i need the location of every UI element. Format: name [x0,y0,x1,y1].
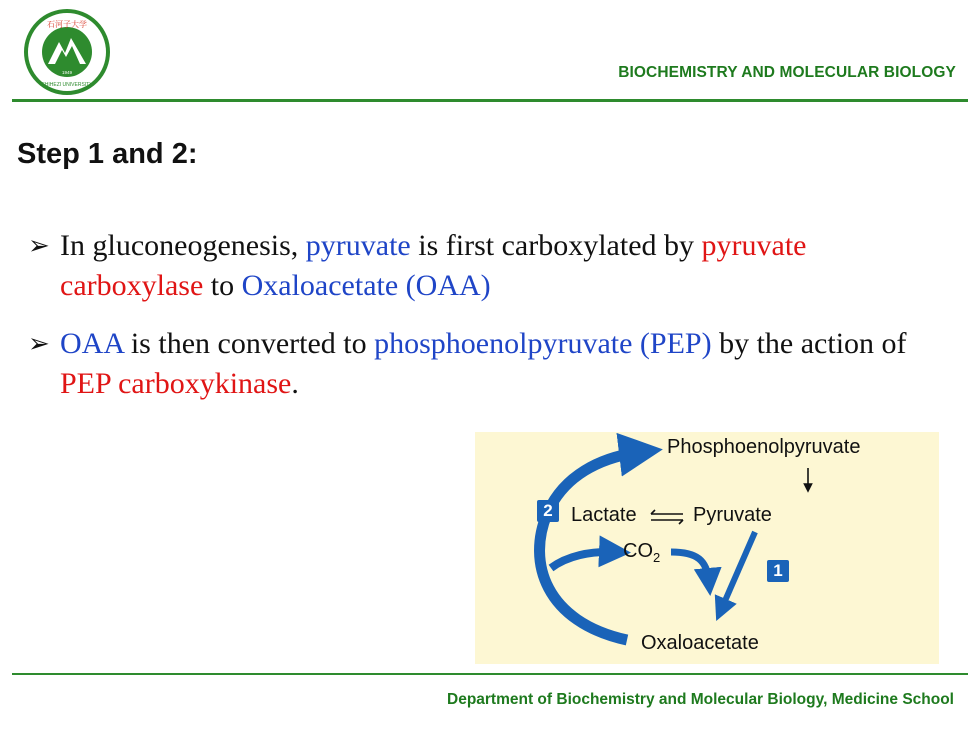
co2-hook-arrow [671,552,709,582]
footer-divider [12,673,968,675]
term-oaa: OAA [60,327,124,360]
label-oxaloacetate: Oxaloacetate [641,632,759,654]
term-oxaloacetate: Oxaloacetate (OAA) [241,269,491,302]
label-pyruvate: Pyruvate [693,504,772,526]
label-co2: $CO_2$ [623,540,661,565]
term-pep-carboxykinase: PEP carboxykinase [60,367,292,400]
bullet-list [28,226,948,422]
logo-text-top: 石河子大学 [47,20,87,29]
label-phosphoenolpyruvate: Phosphoenolpyruvate [667,436,861,458]
bullet-item-1: ➢ In gluconeogenesis, pyruvate is first carboxylated by pyruvate carboxylase to Oxaloacetate (OAA) [28,226,948,306]
header-divider [12,99,968,102]
footer-text: Department of Biochemistry and Molecular Biology, Medicine School [447,691,954,708]
university-logo [18,8,116,96]
slide-heading: Step 1 and 2: [17,138,198,170]
term-pyruvate-carboxylase: pyruvate carboxylase [60,229,807,302]
bullet-item-2: ➢ OAA is then converted to phosphoenolpyruvate (PEP) by the action of PEP carboxykinase. [28,324,948,404]
logo-year: 1949 [61,70,73,75]
bullet-arrow-icon: ➢ [28,329,50,359]
step2-badge: 2 [537,500,559,522]
step1-badge: 1 [767,560,789,582]
term-pep: phosphoenolpyruvate (PEP) [374,327,712,360]
co2-input-arrow [551,552,615,568]
step1-arrow [721,532,755,610]
term-pyruvate: pyruvate [305,229,411,262]
equilibrium-arrows [651,510,683,524]
header-title: BIOCHEMISTRY AND MOLECULAR BIOLOGY [618,64,956,81]
label-lactate: Lactate [571,504,637,526]
bullet-arrow-icon: ➢ [28,231,50,261]
pathway-diagram [475,432,939,664]
logo-text-bottom: SHIHEZI UNIVERSITY [41,82,93,88]
